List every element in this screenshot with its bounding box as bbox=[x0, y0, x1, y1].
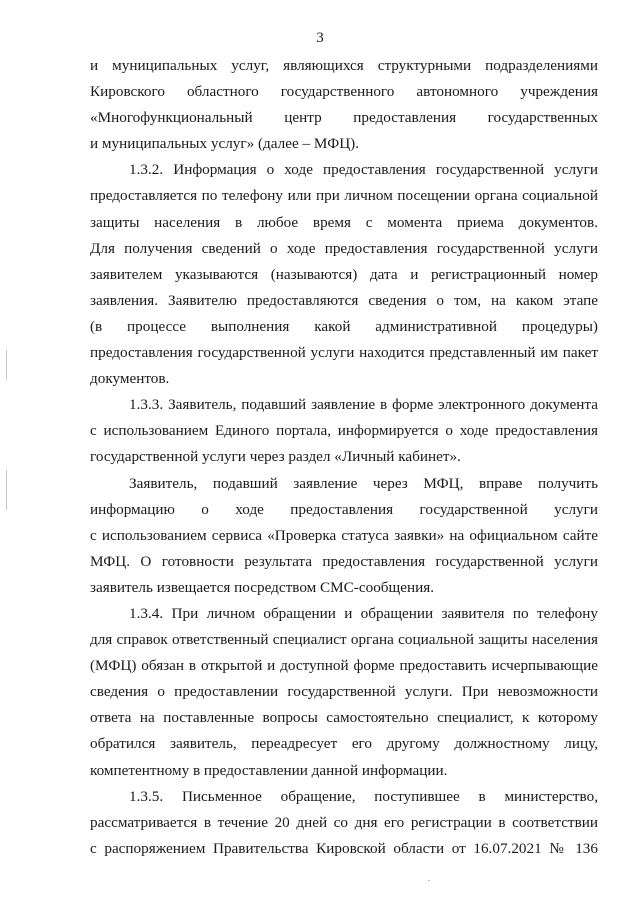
scan-artifact bbox=[428, 880, 430, 881]
text-line: Для получения сведений о ходе предоставления государственной услуги bbox=[90, 239, 598, 257]
text-line: с использованием сервиса «Проверка статуса заявки» на официальном сайте bbox=[90, 526, 598, 544]
text-line: предоставления государственной услуги находится представленный им пакет bbox=[90, 344, 598, 362]
text-line: с использованием Единого портала, информируется о ходе предоставления bbox=[90, 422, 598, 440]
text-line: предоставляется по телефону или при личном посещении органа социальной bbox=[90, 187, 598, 205]
text-line: заявитель извещается посредством СМС-сообщения. bbox=[90, 578, 434, 596]
text-line: государственной услуги через раздел «Личный кабинет». bbox=[90, 448, 461, 466]
text-line: с распоряжением Правительства Кировской области от 16.07.2021 № 136 bbox=[90, 839, 598, 857]
text-line: рассматривается в течение 20 дней со дня его регистрации в соответствии bbox=[90, 813, 598, 831]
document-body bbox=[90, 53, 598, 862]
text-line: и муниципальных услуг, являющихся структурными подразделениями bbox=[90, 57, 598, 74]
text-line: Кировского областного государственного автономного учреждения bbox=[90, 83, 598, 101]
text-line: заявителем указываются (называются) дата и регистрационный номер bbox=[90, 265, 598, 283]
text-line: «Многофункциональный центр предоставления государственных bbox=[90, 109, 598, 127]
page-number: 3 bbox=[316, 30, 324, 46]
text-line: 1.3.5. Письменное обращение, поступившее в министерство, bbox=[129, 787, 598, 805]
text-line: и муниципальных услуг» (далее – МФЦ). bbox=[90, 135, 360, 153]
text-line: заявления. Заявителю предоставляются сведения о том, на каком этапе bbox=[90, 291, 598, 309]
text-line: обратился заявитель, переадресует его другому должностному лицу, bbox=[90, 735, 598, 753]
scan-margin-mark bbox=[6, 350, 7, 380]
text-line: сведения о предоставлении государственной услуги. При невозможности bbox=[90, 683, 598, 701]
text-line: 1.3.4. При личном обращении и обращении заявителя по телефону bbox=[129, 604, 598, 622]
text-line: МФЦ. О готовности результата предоставления государственной услуги bbox=[90, 552, 598, 570]
text-line: 1.3.3. Заявитель, подавший заявление в форме электронного документа bbox=[129, 396, 598, 414]
scan-margin-mark bbox=[6, 470, 7, 510]
text-line: компетентному в предоставлении данной информации. bbox=[90, 761, 448, 779]
text-line: Заявитель, подавший заявление через МФЦ, вправе получить bbox=[129, 474, 598, 492]
text-line: защиты населения в любое время с момента приема документов. bbox=[90, 213, 598, 231]
text-line: документов. bbox=[90, 370, 170, 388]
text-line: ответа на поставленные вопросы самостоятельно специалист, к которому bbox=[90, 709, 598, 727]
text-line: для справок ответственный специалист органа социальной защиты населения bbox=[90, 631, 598, 649]
text-line: (в процессе выполнения какой административной процедуры) bbox=[90, 317, 598, 335]
text-line: информацию о ходе предоставления государственной услуги bbox=[90, 500, 598, 518]
text-line: 1.3.2. Информация о ходе предоставления государственной услуги bbox=[129, 161, 598, 179]
text-line: (МФЦ) обязан в открытой и доступной форме предоставить исчерпывающие bbox=[90, 657, 598, 675]
